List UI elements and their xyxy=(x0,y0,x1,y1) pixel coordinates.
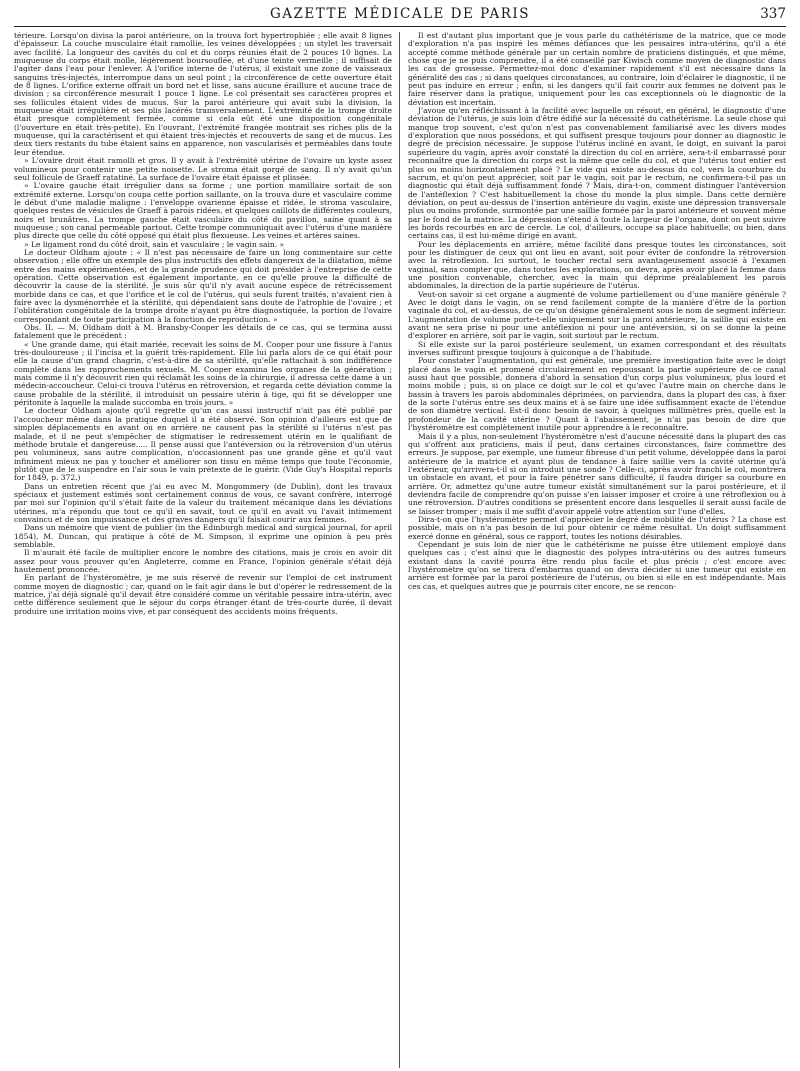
left-column xyxy=(14,32,392,1068)
paragraph: Mais il y a plus, non-seulement l'hystéromètre n'est d'aucune nécessité dans la plupart des cas qui s'offrent aux praticiens, mais il peut, dans certaines circonstances, faire commettre des erreurs. Je suppose, par exemple, une tumeur fibreuse d'un petit volume, développée dans la paroi antérieure de la matrice et ayant plus de tendance à faire saillie vers la cavité utérine qu'à l'extérieur, qu'arrivera-t-il si on introduit une sonde ? Celle-ci, après avoir franchi le col, montrera un obstacle en avant, et pour la faire pénétrer sans difficulté, il faudra diriger sa courbure en arrière. Or, admettez qu'une autre tumeur existât simultanément sur la paroi postérieure, et il deviendra facile de comprendre qu'on puisse s'en laisser imposer et croire à une rétroflexion ou à une rétroversion. D'autres conditions se présentent encore dans lesquelles il serait aussi facile de se laisser tromper ; mais il me suffit d'avoir appelé votre attention sur l'une d'elles. xyxy=(408,431,786,516)
paragraph: En parlant de l'hystéromètre, je me suis réservé de revenir sur l'emploi de cet instrument comme moyen de diagnostic ; car, quand on le fait agir dans le but d'opérer le redressement de la matrice, j'ai déjà signalé qu'il devait être considéré comme un véritable pessaire intra-utérin, avec cette différence seulement que le séjour du corps étranger étant de très-courte durée, il devait produire une irritation moins vive, et par conséquent des accidents moins fréquents. xyxy=(14,573,392,616)
paragraph: Pour les déplacements en arrière, même facilité dans presque toutes les circonstances, soit pour les distinguer de ceux qui ont lieu en avant, soit pour éviter de confondre la rétroversion avec la rétroflexion. Ici surtout, le toucher rectal sera avantageusement associé à l'examen vaginal, sans compter que, dans toutes les explorations, on devra, après avoir placé la femme dans une position convenable, chercher, avec la main qui déprime préalablement les parois abdominales, la direction de la partie supérieure de l'utérus. xyxy=(408,239,786,291)
paragraph: » Le ligament rond du côté droit, sain et vasculaire ; le vagin sain. » xyxy=(24,239,285,249)
paragraph: Dira-t-on que l'hystéromètre permet d'apprécier le degré de mobilité de l'utérus ? La chose est possible, mais on n'a pas besoin de lui pour obtenir ce même résultat. Un doigt suffisamment exercé donne en général, sous ce rapport, toutes les notions désirables. xyxy=(408,514,786,541)
page-number: 337 xyxy=(760,6,786,22)
paragraph: térieure. Lorsqu'on divisa la paroi antérieure, on la trouva fort hypertrophiée ; elle avait 8 lignes d'épaisseur. La couche musculaire était ramollie, les veines développées ; un stylet les traversait avec facilité. La longueur des cavités du col et du corps réunies était de 2 pouces 10 lignes. La muqueuse du corps était molle, légèrement boursouflée, et d'une teinte vermeille ; il suffisait de l'agiter dans l'eau pour l'enlever. A l'orifice interne de l'utérus, il existait une zone de vaisseaux sanguins très-injectés, interrompue dans un seul point ; la circonférence de cette ouverture était de 8 lignes. L'orifice externe offrait un bord net et lisse, sans aucune éraillure et aucune trace de division ; sa circonférence mesurait 1 pouce 1 ligne. Le col présentait ses caractères propres et ses follicules étaient vides de mucus. Sur la paroi antérieure qui avait subi la division, la muqueuse était irrégulière et ses plis lacérés transversalement. L'extrémité de la trompe droite était presque complètement fermée, comme si cela eût été une disposition congénitale (l'ouverture en était très-petite). En l'ouvrant, l'extrémité frangée montrait ses riches plis de la muqueuse, qui la caractérisent et qui étaient très-injectés et recouverts de sang et de mucus. Les deux tiers restants du tube étaient sains en apparence, non vascularisés et perméables dans toute leur étendue. xyxy=(14,32,392,157)
paragraph: Obs. II. — M. Oldham doit à M. Bransby-Cooper les détails de ce cas, qui se termina aussi fatalement que le précédent : xyxy=(14,323,392,341)
paragraph: » L'ovaire droit était ramolli et gros. Il y avait à l'extrémité utérine de l'ovaire un kyste assez volumineux pour contenir une petite noisette. Le stroma était gorgé de sang. Il n'y avait qu'un seul follicule de Graeff ratatiné. La surface de l'ovaire était épaisse et plissée. xyxy=(14,156,392,182)
header-rule xyxy=(14,26,786,27)
paragraph: Si elle existe sur la paroi postérieure seulement, un examen correspondant et des résultats inverses suffiront presque toujours à quiconque a de l'habitude. xyxy=(408,339,786,358)
paragraph: Dans un mémoire que vient de publier (in the Edinburgh medical and surgical journal, for april 1854), M. Duncan, qui pratique à côté de M. Simpson, il exprime une opinion à peu près semblable. xyxy=(14,523,392,549)
paragraph: Le docteur Oldham ajoute qu'il regrette qu'un cas aussi instructif n'ait pas été publié par l'accoucheur même dans la pratique duquel il a été observé. Son opinion d'ailleurs est que de simples déplacements en avant ou en arrière ne causent pas la stérilité si l'utérus n'est pas malade, et il ne peut s'empêcher de stigmatiser le redressement utérin en le qualifiant de méthode brutale et dangereuse..... Il pense aussi que l'antéversion ou la rétroversion d'un utérus peu volumineux, sans autre complication, n'occasionnent pas une grande gêne et qu'il vaut infiniment mieux ne pas y toucher et améliorer son tissu en même temps que toute l'économie, plutôt que de le suspendre en l'air sous le vain prétexte de le guérir. (Vide Guy's Hospital reports for 1849, p. 372.) xyxy=(14,406,392,483)
paragraph: Il est d'autant plus important que je vous parle du cathétérisme de la matrice, que ce mode d'exploration n'a pas inspiré les mêmes défiances que les pessaires intra-utérins, qu'il a été accepté comme méthode générale par un certain nombre de praticiens distingués, et que même, chose que je ne puis comprendre, il a été conseillé par Kiwisch comme moyen de diagnostic dans les cas de grossesse. Permettez-moi donc d'examiner rapidement s'il est nécessaire dans la généralité des cas ; si dans quelques circonstances, au contraire, loin d'éclairer le diagnostic, il ne peut pas induire en erreur ; enfin, si les dangers qu'il fait courir aux femmes ne doivent pas le faire réserver dans la pratique, uniquement pour les cas exceptionnels où le diagnostic de la déviation est incertain. xyxy=(408,32,786,107)
paragraph: Il m'aurait été facile de multiplier encore le nombre des citations, mais je crois en avoir dit assez pour vous prouver qu'en Angleterre, comme en France, l'opinion générale s'était déjà hautement prononcée. xyxy=(14,548,392,574)
page-header xyxy=(14,4,786,26)
paragraph: » L'ovaire gauche était irrégulier dans sa forme ; une portion mamillaire sortait de son extrémité externe. Lorsqu'on coupa cette portion saillante, on la trouva dure et vasculaire comme le début d'une maladie maligne : l'enveloppe ovarienne épaisse et ridée, le stroma vasculaire, quelques restes de vésicules de Graeff à parois ridées, et quelques caillots de différentes couleurs, noirs et brunâtres. La trompe gauche était vasculaire du côté du pavillon, saine quant à sa muqueuse ; son canal perméable partout. Cette trompe communiquait avec l'utérus d'une manière plus directe que celle du côté opposé qui était plus flexueuse. Les veines et artères saines. xyxy=(14,181,392,241)
journal-title: GAZETTE MÉDICALE DE PARIS xyxy=(269,6,530,22)
paragraph: J'avoue qu'en réfléchissant à la facilité avec laquelle on résout, en général, le diagnostic d'une déviation de l'utérus, je suis loin d'être édifié sur la nécessité du cathétérisme. La seule chose qui manque trop souvent, c'est qu'on n'est pas convenablement familiarisé avec les divers modes d'exploration que nous possédons, et qui suffisent presque toujours pour donner au diagnostic le degré de précision nécessaire. Je suppose l'utérus incliné en avant, le doigt, en suivant la paroi supérieure du vagin, après avoir constaté la direction du col en arrière, sera-t-il embarrassé pour reconnaître que la direction du corps est la même que celle du col, et que l'utérus tout entier est plus ou moins horizontalement placé ? Le vide qui existe au-dessus du col, vers la courbure du sacrum, et qu'on peut apprécier, soit par le vagin, soit par le rectum, ne confirmera-t-il pas un diagnostic qui était déjà suffisamment fondé ? Mais, dira-t-on, comment distinguer l'antéversion de l'antéflexion ? C'est habituellement la chose du monde la plus simple. Dans cette dernière déviation, on peut au-dessus de l'insertion antérieure du vagin, existe une dépression transversale plus ou moins profonde, surmontée par une saillie formée par la paroi antérieure et souvent même par le fond de la matrice. La dépression s'étend à toute la largeur de l'organe, dont on peut suivre les bords recourbés en arc de cercle. Le col, d'ailleurs, occupe sa place habituelle, ou bien, dans certains cas, il est lui-même dirigé en avant. xyxy=(408,106,786,241)
paragraph: Cependant je suis loin de nier que le cathétérisme ne puisse être utilement employé dans quelques cas ; c'est ainsi que le diagnostic des polypes intra-utérins ou des autres tumeurs existant dans la cavité pourra être rendu plus facile et plus précis ; c'est encore avec l'hystéromètre qu'on se tirera d'embarras quand on devra décider si une tumeur qui existe en arrière est formée par la paroi postérieure de l'utérus, ou bien si elle en est indépendante. Mais ces cas, et quelques autres que je pourrais citer encore, ne se rencon- xyxy=(408,539,786,591)
paragraph: Le docteur Oldham ajoute : « Il n'est pas nécessaire de faire un long commentaire sur cette observation ; elle offre un exemple des plus instructifs des effets dangereux de la dilatation, même entre des mains expérimentées, et de la grande prudence qui doit présider à l'entreprise de cette opération. Cette observation est également importante, en ce qu'elle prouve la difficulté de découvrir la cause de la stérilité. Je suis sûr qu'il n'y avait aucune espèce de rétrécissement morbide dans ce cas, et que l'orifice et le col de l'utérus, qui seuls furent traités, n'avaient rien à faire avec la dysménorrhée et la stérilité, qui dépendaient sans doute de l'atrophie de l'ovaire ; et l'oblitération congénitale de la trompe droite n'ayant pu être diagnostiquée, la portion de l'ovaire correspondant de toute participation à la fonction de reproduction. » xyxy=(14,247,392,324)
paragraph: Pour constater l'augmentation, qui est générale, une première investigation faite avec le doigt placé dans le vagin et promené circulairement en repoussant la partie supérieure de ce canal aussi haut que possible, donnera d'abord la sensation d'un corps plus volumineux, plus lourd et moins mobile ; puis, si on place ce doigt sur le col et qu'avec l'autre main on cherche dans le bassin à travers les parois abdominales déprimées, on parviendra, dans la plupart des cas, à fixer de la sorte l'utérus entre ses deux mains et à se faire une idée suffisamment exacte de l'étendue de son diamètre vertical. Est-il donc besoin de savoir, à quelques millimètres près, quelle est la profondeur de la cavité utérine ? Quant à l'abaissement, je n'ai pas besoin de dire que l'hystéromètre est complètement inutile pour apprendre à le reconnaître. xyxy=(408,356,786,433)
paragraph: Dans un entretien récent que j'ai eu avec M. Mongommery (de Dublin), dont les travaux spéciaux et justement estimés sont certainement connus de vous, ce savant confrère, interrogé par moi sur l'opinion qu'il s'était faite de la valeur du traitement mécanique dans les déviations utérines, m'a répondu que tout ce qu'il en savait, tout ce qu'il en avait vu l'avait intimement convaincu et de son impuissance et des graves dangers qu'il faisait courir aux femmes. xyxy=(14,481,392,524)
column-separator xyxy=(399,32,400,1068)
paragraph: « Une grande dame, qui était mariée, recevait les soins de M. Cooper pour une fissure à l'anus très-douloureuse ; il l'incisa et la guérit très-rapidement. Elle lui parla alors de ce qui était pour elle la cause d'un grand chagrin, c'est-à-dire de sa stérilité, qu'elle rattachait à son indifférence complète dans les rapprochements sexuels. M. Cooper examina les organes de la génération ; mais comme il n'y découvrit rien qui réclamât les soins de la chirurgie, il adressa cette dame à un médecin-accoucheur. Celui-ci trouva l'utérus en rétroversion, et regarda cette déviation comme la cause probable de la stérilité, il introduisit un pessaire utérin à tige, qui fit se développer une péritonite à laquelle la malade succomba en trois jours. » xyxy=(14,339,392,408)
right-column xyxy=(408,32,786,1068)
paragraph: Veut-on savoir si cet organe a augmenté de volume partiellement ou d'une manière générale ? Avec le doigt dans le vagin, on se rend facilement compte de la manière d'être de la portion vaginale du col, et au-dessus, de ce qu'on désigne généralement sous le nom de segment inférieur. L'augmentation de volume porte-t-elle uniquement sur la paroi antérieure, la saillie qui existe en avant ne sera prise ni pour une antéflexion ni pour une antéversion, si on se donne la peine d'explorer en arrière, soit par le vagin, soit surtout par le rectum. xyxy=(408,289,786,341)
